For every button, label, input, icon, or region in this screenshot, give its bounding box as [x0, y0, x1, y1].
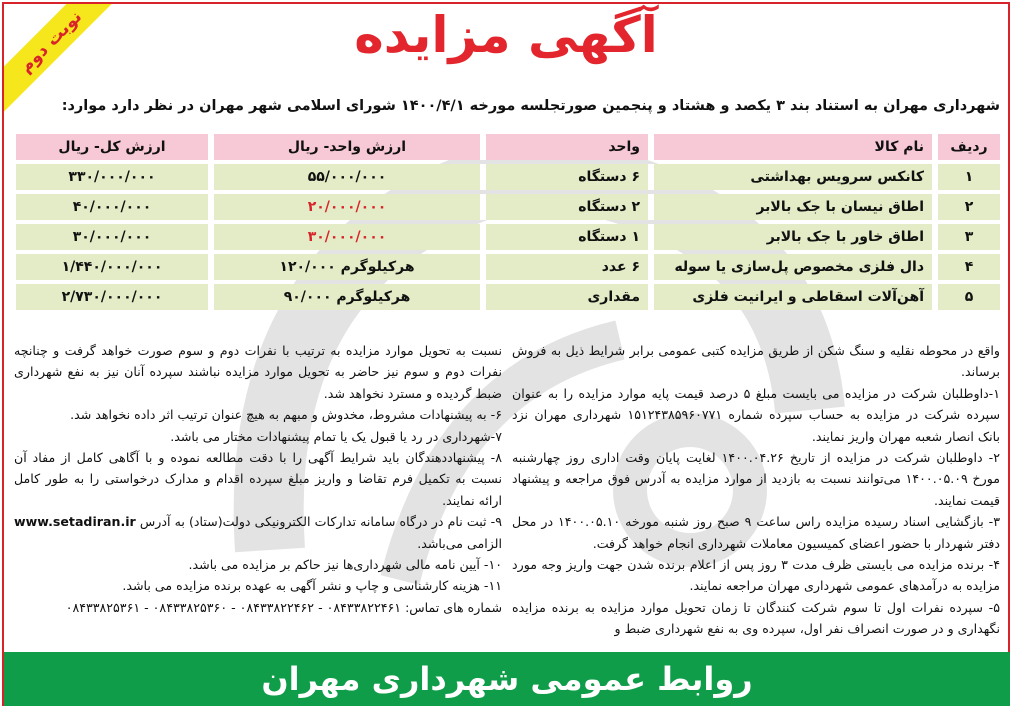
cell-unit: ۶ دستگاه	[486, 164, 648, 190]
header	[4, 4, 1008, 92]
footer-text: روابط عمومی شهرداری مهران	[261, 660, 753, 698]
cell-unit-price: ۲۰/۰۰۰/۰۰۰	[214, 194, 480, 220]
cell-item-name: دال فلزی مخصوص پل‌سازی یا سوله	[654, 254, 932, 280]
footer-bar	[4, 652, 1010, 706]
term-setad-tail: الزامی می‌باشد.	[417, 535, 502, 551]
header-unit-price: ارزش واحد- ریال	[214, 134, 480, 160]
badge-second-round: نوبت دوم	[4, 4, 114, 113]
terms-left-column	[14, 340, 502, 618]
cell-row-number: ۳	[938, 224, 1000, 250]
table-row	[16, 224, 1000, 250]
term-paragraph: ۷-شهرداری در رد یا قبول یک یا تمام پیشنهادات مختار می باشد.	[170, 428, 502, 444]
cell-row-number: ۴	[938, 254, 1000, 280]
term-paragraph: ۳- بازگشایی اسناد رسیده مزایده راس ساعت ۹ صبح روز شنبه مورخه ۱۴۰۰.۰۵.۱۰ در محل دفتر شهردار با حضور اعضای کمیسیون معاملات شهرداری انجام خواهد گرفت.	[512, 514, 1000, 551]
cell-row-number: ۲	[938, 194, 1000, 220]
cell-total-price: ۱/۴۴۰/۰۰۰/۰۰۰	[16, 254, 208, 280]
term-paragraph: ۱۰- آیین نامه مالی شهرداری‌ها نیز حاکم بر مزایده می باشد.	[188, 557, 502, 573]
cell-total-price: ۳۳۰/۰۰۰/۰۰۰	[16, 164, 208, 190]
cell-total-price: ۳۰/۰۰۰/۰۰۰	[16, 224, 208, 250]
header-unit: واحد	[486, 134, 648, 160]
contact-numbers: شماره های تماس: ۰۸۴۳۳۸۲۲۴۶۱ - ۰۸۴۳۳۸۲۲۴۶۲ - ۰۸۴۳۳۸۲۵۳۶۰ - ۰۸۴۳۳۸۲۵۳۶۱	[65, 599, 502, 615]
cell-total-price: ۲/۷۳۰/۰۰۰/۰۰۰	[16, 284, 208, 310]
terms-right-column	[512, 340, 1000, 640]
term-paragraph: ۱-داوطلبان شرکت در مزایده می بایست مبلغ ۵ درصد قیمت پایه موارد مزایده را به عنوان سپرده شرکت در مزایده به حساب سپرده شماره ۱۵۱۲۴۳۸۵۹۶۰۷۷۱ شهرداری مهران نزد بانک انصار شعبه مهران واریز نمایند.	[512, 385, 1000, 444]
cell-row-number: ۵	[938, 284, 1000, 310]
cell-unit-price: ۳۰/۰۰۰/۰۰۰	[214, 224, 480, 250]
term-paragraph: ۱۱- هزینه کارشناسی و چاپ و نشر آگهی به عهده برنده مزایده می باشد.	[122, 578, 502, 594]
term-paragraph: ۴- برنده مزایده می بایستی ظرف مدت ۳ روز پس از اعلام برنده شدن جهت واریز وجه مورد مزایده به درآمدهای عمومی شهرداری مهران مراجعه نمایند.	[512, 557, 1000, 594]
intro-text: شهرداری مهران به استناد بند ۳ یکصد و هشتاد و پنجمین صورتجلسه مورخه ۱۴۰۰/۴/۱ شورای اسلامی شهر مهران در نظر دارد موارد:	[61, 98, 1000, 114]
term-paragraph: ۲- داوطلبان شرکت در مزایده از تاریخ ۱۴۰۰.۰۴.۲۶ لغایت پایان وقت اداری روز چهارشنبه مورخ ۱۴۰۰.۰۵.۰۹ می‌توانند نسبت به بازدید از موارد مزایده به آدرس فوق مراجعه و پیشنهاد قیمت نمایند.	[512, 450, 1001, 508]
cell-total-price: ۴۰/۰۰۰/۰۰۰	[16, 194, 208, 220]
cell-unit: ۲ دستگاه	[486, 194, 648, 220]
term-setad-text: ۹- ثبت نام در درگاه سامانه تدارکات الکترونیکی دولت(ستاد) به آدرس	[139, 514, 502, 530]
header-item-name: نام کالا	[654, 134, 932, 160]
page-title: آگهی مزایده	[354, 6, 658, 64]
cell-item-name: اطاق خاور با جک بالابر	[654, 224, 932, 250]
setad-url-link[interactable]: www.setadiran.ir	[14, 514, 136, 530]
cell-item-name: کانکس سرویس بهداشتی	[654, 164, 932, 190]
table-row	[16, 254, 1000, 280]
items-table	[16, 130, 1000, 314]
cell-unit: مقداری	[486, 284, 648, 310]
cell-item-name: اطاق نیسان با جک بالابر	[654, 194, 932, 220]
cell-row-number: ۱	[938, 164, 1000, 190]
cell-unit-price: هرکیلوگرم ۱۲۰/۰۰۰	[214, 254, 480, 280]
header-row-number: ردیف	[938, 134, 1000, 160]
term-paragraph: ۸- پیشنهاددهندگان باید شرایط آگهی را با دقت مطالعه نموده و با آگاهی کامل از مفاد آن نسبت به تکمیل فرم تقاضا و واریز مبلغ سپرده اقدام و مدارک درخواستی را به طور کامل ارائه نمایند.	[14, 450, 502, 508]
term-paragraph: ۵- سپرده نفرات اول تا سوم شرکت کنندگان تا زمان تحویل موارد مزایده به برنده مزایده نگهداری و در صورت انصراف نفر اول، سپرده وی به نفع شهرداری ضبط و	[512, 599, 1000, 637]
cell-unit-price: هرکیلوگرم ۹۰/۰۰۰	[214, 284, 480, 310]
table-row	[16, 164, 1000, 190]
cell-item-name: آهن‌آلات اسقاطی و ایرانیت فلزی	[654, 284, 932, 310]
cell-unit: ۱ دستگاه	[486, 224, 648, 250]
table-row	[16, 194, 1000, 220]
term-paragraph: نسبت به تحویل موارد مزایده به ترتیب با نفرات دوم و سوم صورت خواهد گرفت و چنانچه نفرات دوم و سوم نیز حاضر به تحویل موارد مزایده نباشند سپرده آنان نیز به نفع شهرداری ضبط گردیده و مسترد نخواهد شد.	[14, 343, 502, 401]
header-total-price: ارزش کل- ریال	[16, 134, 208, 160]
cell-unit-price: ۵۵/۰۰۰/۰۰۰	[214, 164, 480, 190]
table-row	[16, 284, 1000, 310]
cell-unit: ۶ عدد	[486, 254, 648, 280]
term-paragraph	[14, 511, 502, 554]
table-header-row	[16, 134, 1000, 160]
term-paragraph: واقع در محوطه نقلیه و سنگ شکن از طریق مزایده کتبی عمومی برابر شرایط ذیل به فروش برساند.	[512, 343, 1000, 380]
term-paragraph: ۶- به پیشنهادات مشروط، مخدوش و مبهم به هیچ عنوان ترتیب اثر داده نخواهد شد.	[70, 407, 502, 423]
